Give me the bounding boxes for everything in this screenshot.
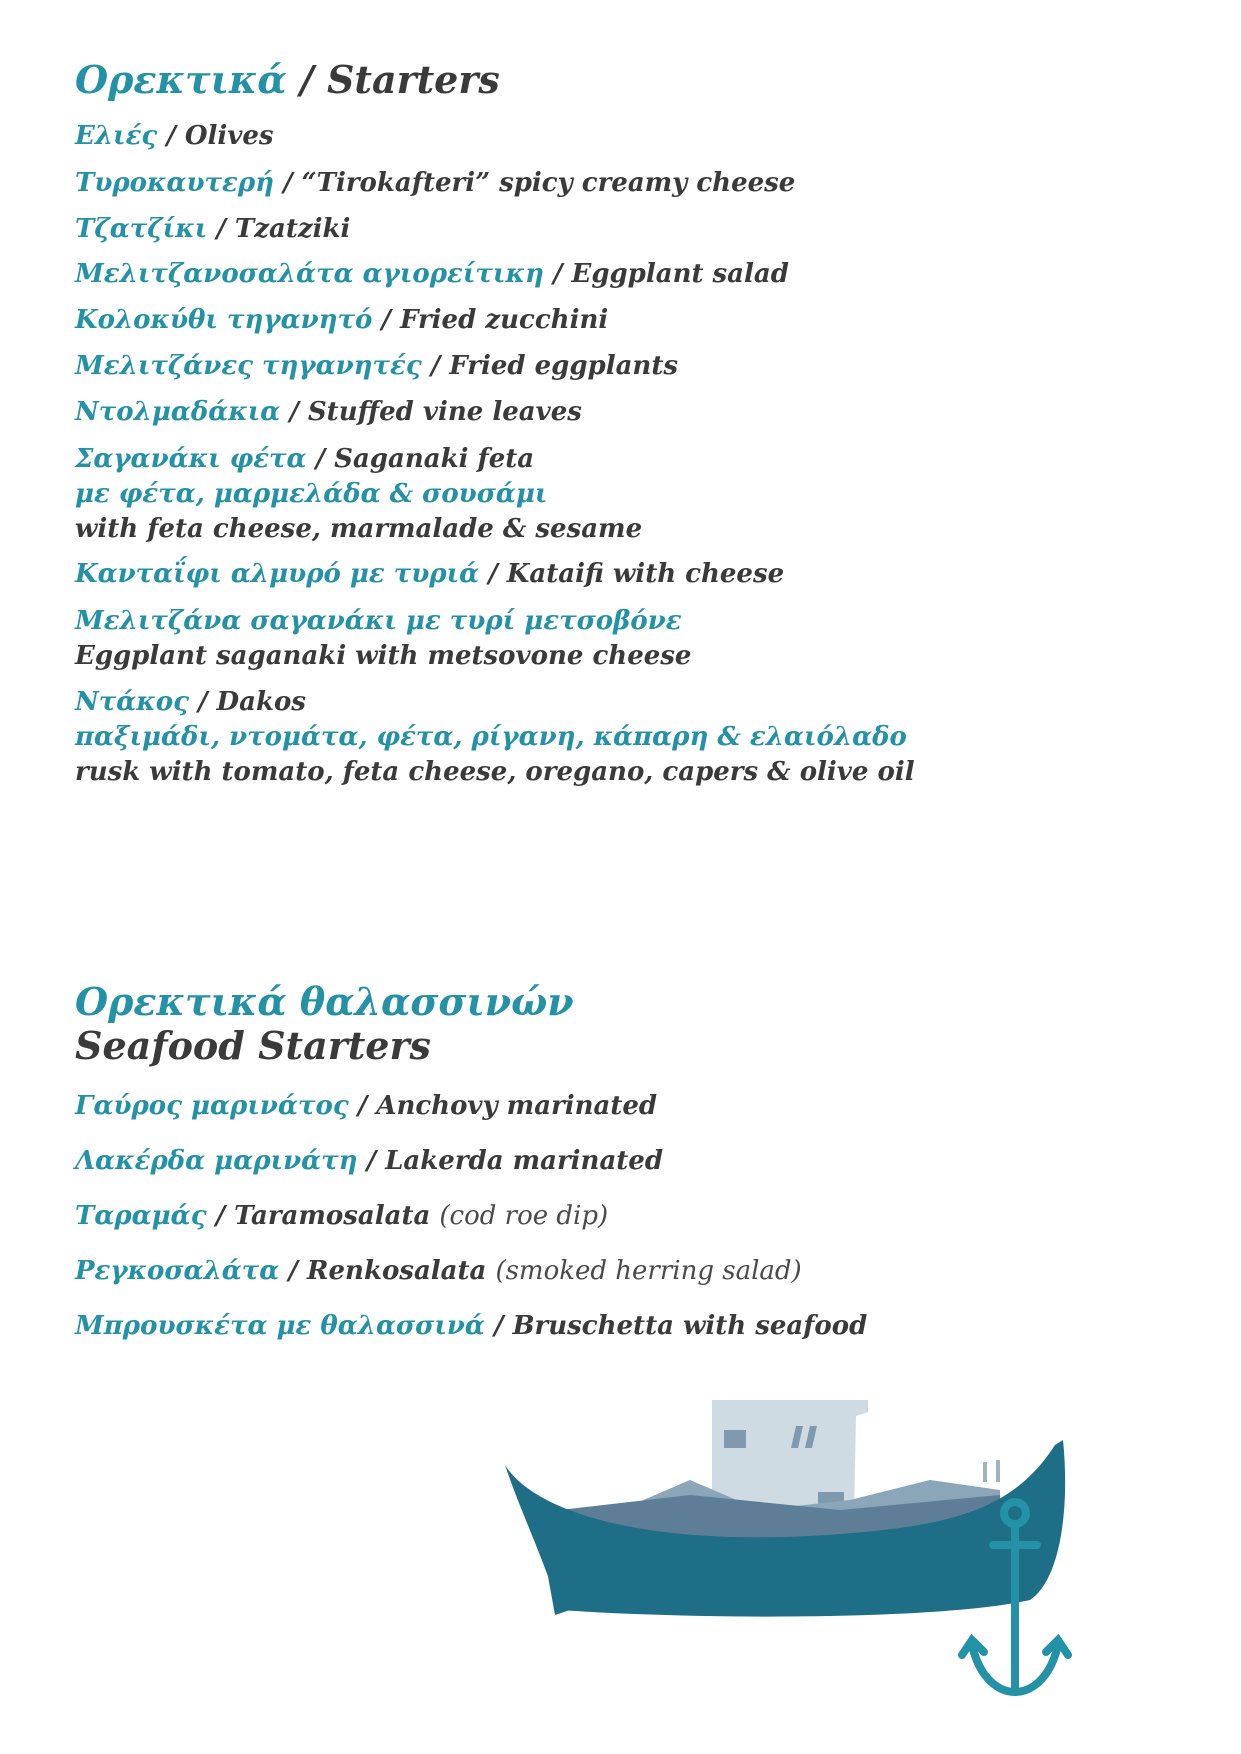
item-note: (cod roe dip): [439, 1201, 609, 1231]
item-description-en: with feta cheese, marmalade & sesame: [75, 514, 643, 544]
menu-item-kataifi: Κανταΐφι αλμυρό με τυριά / Kataifi with cheese: [75, 559, 785, 589]
menu-item-renkosalata: Ρεγκοσαλάτα / Renkosalata (smoked herring salad): [75, 1256, 802, 1286]
menu-item-taramosalata: Ταραμάς / Taramosalata (cod roe dip): [75, 1201, 609, 1231]
item-description-gr: παξιμάδι, ντομάτα, φέτα, ρίγανη, κάπαρη & ελαιόλαδο: [75, 722, 907, 752]
item-note: (smoked herring salad): [495, 1256, 802, 1286]
menu-item-dakos: Ντάκος / Dakos παξιμάδι, ντομάτα, φέτα, ρίγανη, κάπαρη & ελαιόλαδο rusk with tomato, feta cheese, oregano, capers & olive oil: [75, 685, 915, 790]
menu-item-anchovy: Γαύρος μαρινάτος / Anchovy marinated: [75, 1091, 658, 1121]
menu-item-eggplant-saganaki: Μελιτζάνα σαγανάκι με τυρί μετσοβόνε Eggplant saganaki with metsovone cheese: [75, 606, 692, 671]
starters-title: Ορεκτικά / Starters: [75, 57, 500, 102]
fishing-boat-with-anchor-icon: [500, 1400, 1080, 1720]
item-description-gr: με φέτα, μαρμελάδα & σουσάμι: [75, 479, 548, 509]
boat-post: [996, 1460, 1000, 1482]
menu-item-saganaki-feta: Σαγανάκι φέτα / Saganaki feta με φέτα, μαρμελάδα & σουσάμι with feta cheese, marmalade & sesame: [75, 442, 642, 547]
seafood-section: [75, 980, 1175, 1360]
menu-item-fried-zucchini: Κολοκύθι τηγανητό / Fried zucchini: [75, 305, 609, 335]
menu-item-bruschetta: Μπρουσκέτα με θαλασσινά / Bruschetta with seafood: [75, 1311, 868, 1341]
menu-item-fried-eggplants: Μελιτζάνες τηγανητές / Fried eggplants: [75, 351, 678, 381]
seafood-title: Ορεκτικά θαλασσινών Seafood Starters: [75, 979, 574, 1068]
menu-item-stuffed-vine-leaves: Ντολμαδάκια / Stuffed vine leaves: [75, 397, 582, 427]
menu-item-lakerda: Λακέρδα μαρινάτη / Lakerda marinated: [75, 1146, 664, 1176]
menu-item-eggplant-salad: Μελιτζανοσαλάτα αγιορείτικη / Eggplant salad: [75, 259, 789, 289]
menu-item-tirokafteri: Τυροκαυτερή / “Tirokafteri” spicy creamy cheese: [75, 168, 796, 198]
cabin-window: [724, 1430, 746, 1448]
menu-item-tzatziki: Τζατζίκι / Tzatziki: [75, 214, 351, 244]
starters-section: [75, 58, 1175, 888]
menu-item-olives: Ελιές / Olives: [75, 121, 274, 151]
item-description-en: rusk with tomato, feta cheese, oregano, capers & olive oil: [75, 757, 915, 787]
boat-post: [983, 1462, 987, 1482]
boat-cabin: [712, 1400, 868, 1515]
